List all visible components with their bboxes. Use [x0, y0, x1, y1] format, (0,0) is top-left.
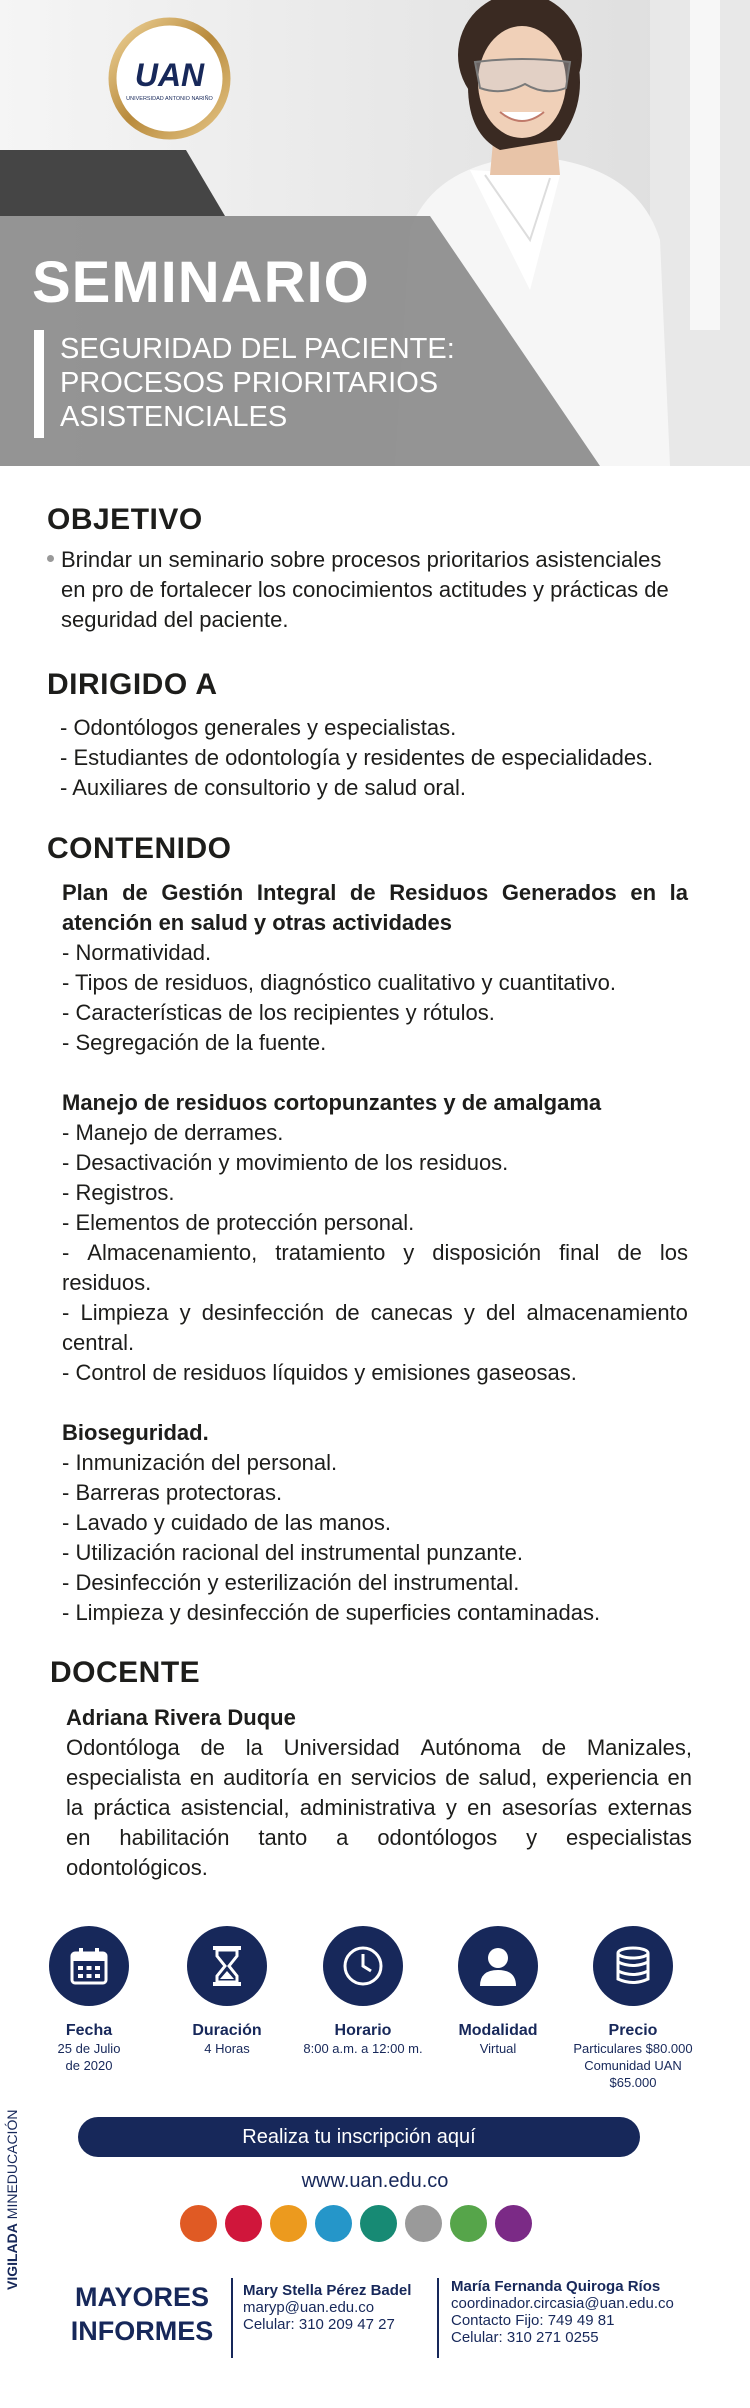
info-fecha: Fecha 25 de Julio de 2020 [19, 1926, 159, 2074]
list-item: - Registros. [62, 1180, 175, 1205]
list-item: - Características de los recipientes y rótulos. [62, 1000, 495, 1025]
user-icon [458, 1926, 538, 2006]
svg-text:UNIVERSIDAD ANTONIO NARIÑO: UNIVERSIDAD ANTONIO NARIÑO [126, 96, 213, 102]
hero-banner [0, 0, 750, 466]
contenido-body: Plan de Gestión Integral de Residuos Generados en la atención en salud y otras actividades - Normatividad. - Tipos de residuos, diagnóstico cualitativo y cuantitativo. - Características de los recipientes y rótulos. - Segregación de la fuente. Manejo de residuos cortopunzantes y de amalgama - Manejo de derrames. - Desactivación y movimiento de los residuos. - Registros. - Elementos de protección personal. - Almacenamiento, tratamiento y disposición final de los residuos. - Limpieza y desinfección de canecas y del almacenamiento central. - Control de residuos líquidos y emisiones gaseosas. Bioseguridad. - Inmunización del personal. - Barreras protectoras. - Lavado y cuidado de las manos. - Utilización racional del instrumental punzante. - Desinfección y esterilización del instrumental. - Limpieza y desinfección de superficies contaminadas. [62, 878, 688, 1628]
list-item: - Normatividad. [62, 940, 212, 965]
email-link[interactable]: maryp@uan.edu.co [243, 2299, 375, 2316]
dirigido-heading: DIRIGIDO A [47, 668, 218, 701]
color-dot [450, 2205, 487, 2242]
dirigido-list [60, 713, 653, 803]
uan-logo [107, 16, 232, 141]
objetivo-heading: OBJETIVO [47, 503, 203, 536]
calendar-icon [49, 1926, 129, 2006]
list-item: - Odontólogos generales y especialistas. [60, 715, 457, 740]
register-button[interactable]: Realiza tu inscripción aquí [78, 2117, 640, 2157]
color-dots [180, 2205, 532, 2242]
list-item: - Segregación de la fuente. [62, 1030, 327, 1055]
info-duracion: Duración 4 Horas [157, 1926, 297, 2057]
list-item: - Inmunización del personal. [62, 1450, 338, 1475]
clock-icon [323, 1926, 403, 2006]
hourglass-icon [187, 1926, 267, 2006]
coins-icon [593, 1926, 673, 2006]
info-modalidad: Modalidad Virtual [428, 1926, 568, 2057]
list-item: - Utilización racional del instrumental punzante. [62, 1540, 524, 1565]
svg-text:UAN: UAN [134, 57, 205, 93]
list-item: - Limpieza y desinfección de superficies contaminadas. [62, 1600, 601, 1625]
list-item: - Lavado y cuidado de las manos. [62, 1510, 391, 1535]
website-link[interactable]: www.uan.edu.co [301, 2170, 449, 2192]
list-item: - Barreras protectoras. [62, 1480, 283, 1505]
docente-heading: DOCENTE [50, 1656, 201, 1689]
vigilada-mineducacion: VIGILADA MINEDUCACIÓN [4, 2109, 20, 2290]
color-dot [360, 2205, 397, 2242]
title-accent-bar [34, 330, 44, 438]
list-item: - Almacenamiento, tratamiento y disposición final de los [62, 1240, 688, 1265]
color-dot [405, 2205, 442, 2242]
list-item: - Manejo de derrames. [62, 1120, 284, 1145]
block3-heading: Bioseguridad. [62, 1420, 209, 1445]
list-item: - Desactivación y movimiento de los residuos. [62, 1150, 509, 1175]
email-link[interactable]: coordinador.circasia@uan.edu.co [451, 2295, 674, 2312]
block2-heading: Manejo de residuos cortopunzantes y de amalgama [62, 1090, 602, 1115]
seminar-title: SEMINARIO [32, 250, 370, 315]
divider [437, 2278, 439, 2358]
bullet-icon [47, 555, 54, 562]
info-horario: Horario 8:00 a.m. a 12:00 m. [293, 1926, 433, 2057]
docente-body: Adriana Rivera Duque Odontóloga de la Universidad Autónoma de Manizales, especialista en auditoría en servicios de salud, experiencia en la práctica asistencial, administrativa y en asesorías externas en habilitación tanto a odontólogos y especialistas odontológicos. [66, 1705, 692, 1880]
list-item: - Limpieza y desinfección de canecas y del almacenamiento [62, 1300, 688, 1325]
info-precio: Precio Particulares $80.000 Comunidad UAN $65.000 [563, 1926, 703, 2091]
block1-heading: Plan de Gestión Integral de Residuos Generados en la [62, 880, 688, 905]
color-dot [270, 2205, 307, 2242]
contenido-heading: CONTENIDO [47, 832, 232, 865]
objetivo-text: Brindar un seminario sobre procesos prioritarios asistenciales en pro de fortalecer los conocimientos actitudes y prácticas de seguridad del paciente. [61, 547, 669, 632]
list-item: - Tipos de residuos, diagnóstico cualitativo y cuantitativo. [62, 970, 616, 995]
mayores-informes: MAYORES INFORMES [70, 2282, 214, 2346]
contact-1: Mary Stella Pérez Badel maryp@uan.edu.co Celular: 310 209 47 27 [243, 2282, 412, 2333]
color-dot [225, 2205, 262, 2242]
list-item: - Control de residuos líquidos y emisiones gaseosas. [62, 1360, 577, 1385]
color-dot [180, 2205, 217, 2242]
list-item: - Estudiantes de odontología y residentes de especialidades. [60, 745, 654, 770]
list-item: - Elementos de protección personal. [62, 1210, 415, 1235]
seminar-subtitle: SEGURIDAD DEL PACIENTE: PROCESOS PRIORITARIOS ASISTENCIALES [60, 333, 455, 433]
color-dot [315, 2205, 352, 2242]
contact-2: María Fernanda Quiroga Ríos coordinador.circasia@uan.edu.co Contacto Fijo: 749 49 81 Celular: 310 271 0255 [451, 2278, 674, 2346]
list-item: - Desinfección y esterilización del instrumental. [62, 1570, 520, 1595]
docente-name: Adriana Rivera Duque [66, 1705, 296, 1730]
color-dot [495, 2205, 532, 2242]
divider [231, 2278, 233, 2358]
list-item: - Auxiliares de consultorio y de salud oral. [60, 775, 466, 800]
dark-accent-band [0, 150, 225, 216]
